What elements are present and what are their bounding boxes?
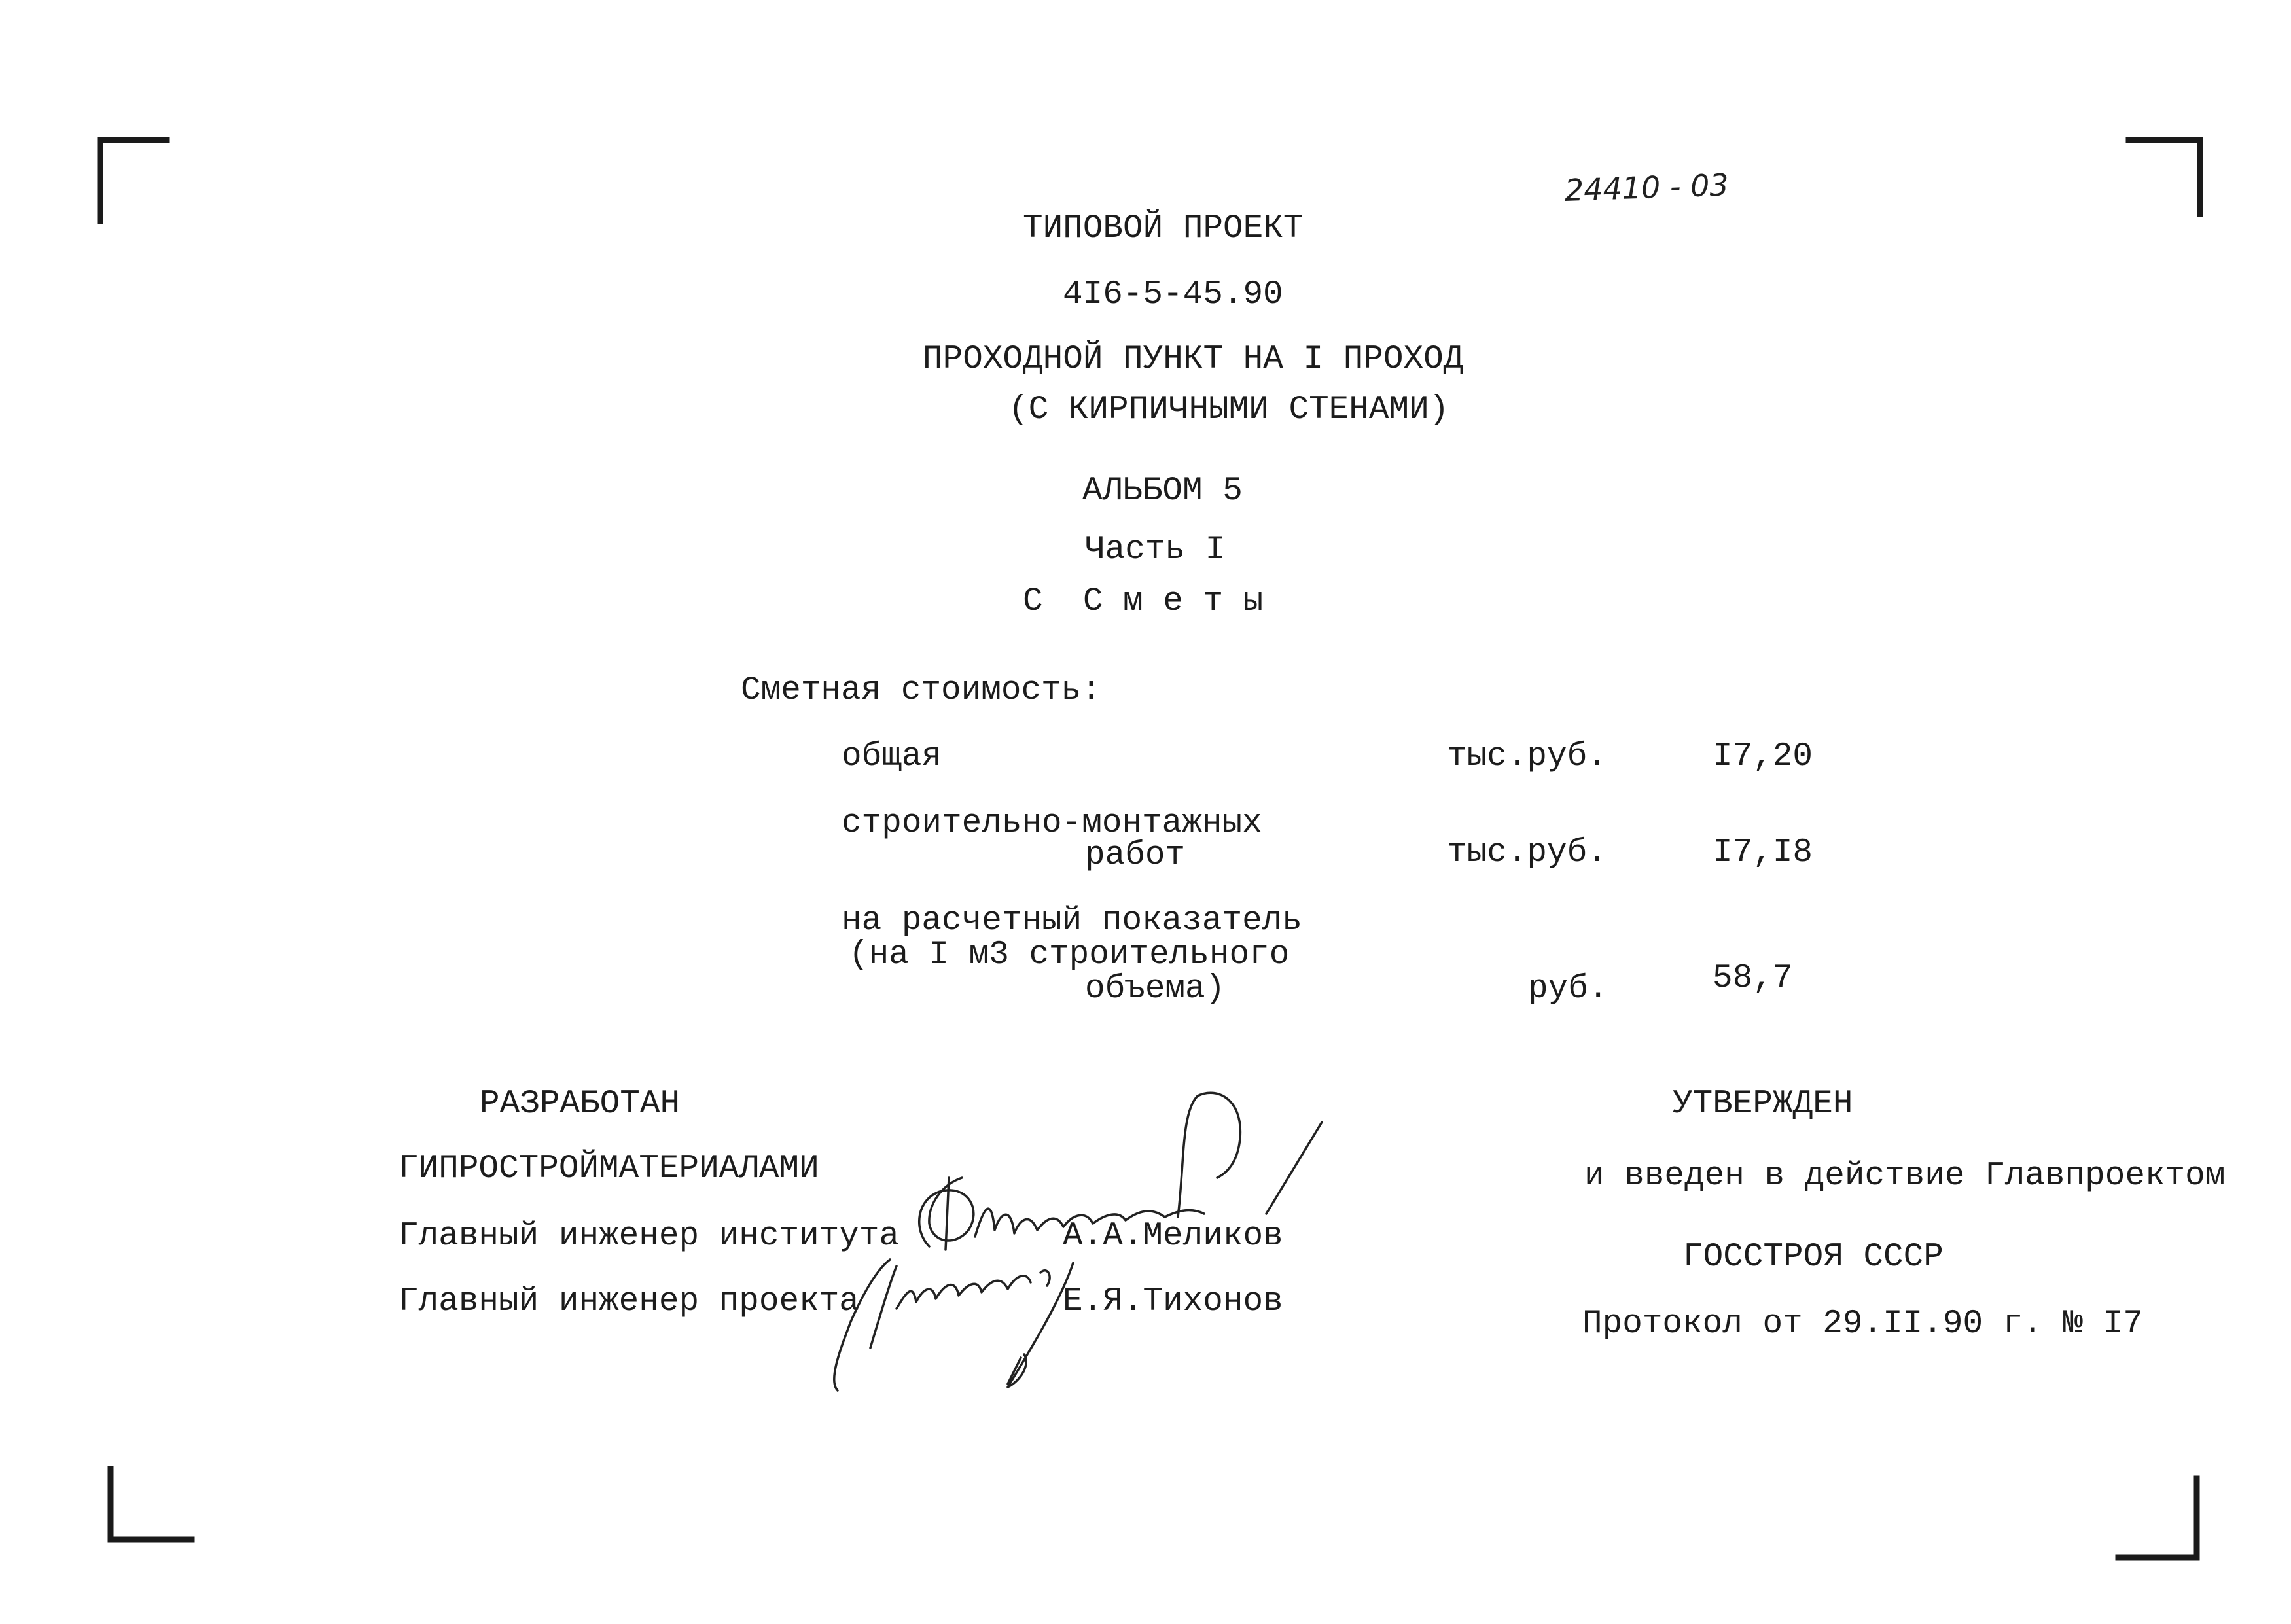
cost-row-indicator-value: 58,7	[1713, 960, 1793, 997]
approved-line-2: ГОССТРОЯ СССР	[1683, 1239, 1944, 1276]
signer-role-project: Главный инженер проекта	[399, 1283, 859, 1320]
cost-row-indicator-label: на расчетный показатель	[842, 902, 1302, 940]
developer-organization: ГИПРОСТРОЙМАТЕРИАЛАМИ	[399, 1150, 819, 1188]
title-heading: ТИПОВОЙ ПРОЕКТ	[1023, 210, 1304, 247]
album-label: АЛЬБОМ 5	[1082, 472, 1243, 510]
cost-row-indicator-unit: руб.	[1528, 970, 1608, 1008]
project-name-line-2: (С КИРПИЧНЫМИ СТЕНАМИ)	[1008, 391, 1449, 429]
part-label: Часть I	[1085, 531, 1226, 569]
cost-row-total-label: общая	[842, 738, 942, 775]
cost-row-total-value: I7,20	[1713, 738, 1813, 775]
approved-label: УТВЕРЖДЕН	[1673, 1086, 1853, 1123]
approved-protocol: Протокол от 29.II.90 г. № I7	[1582, 1305, 2143, 1343]
corner-mark-bottom-right	[2118, 1479, 2197, 1557]
project-code: 4I6-5-45.90	[1063, 276, 1283, 313]
approved-line-1: и введен в действие Главпроектом	[1584, 1157, 2226, 1195]
corner-mark-top-right	[2129, 140, 2200, 214]
corner-mark-bottom-left	[111, 1469, 192, 1540]
signature-project-engineer	[834, 1260, 1073, 1390]
section-label: С С м е т ы	[1023, 583, 1264, 620]
cost-heading: Сметная стоимость:	[741, 672, 1101, 709]
document-number: 24410 - 03	[1564, 167, 1730, 208]
signer-name-institute: А.А.Меликов	[1063, 1218, 1283, 1255]
cost-row-total-unit: тыс.руб.	[1447, 738, 1607, 775]
cost-row-indicator-label-3: объема)	[1085, 970, 1226, 1008]
project-name-line-1: ПРОХОДНОЙ ПУНКТ НА I ПРОХОД	[923, 341, 1464, 378]
cost-row-construction-unit: тыс.руб.	[1447, 834, 1607, 872]
corner-mark-top-left	[100, 140, 167, 221]
developed-label: РАЗРАБОТАН	[480, 1086, 681, 1123]
cost-row-indicator-label-2: (на I м3 строительного	[849, 936, 1290, 974]
signer-name-project: Е.Я.Тихонов	[1063, 1283, 1283, 1320]
cost-row-construction-label: строительно-монтажных	[842, 805, 1262, 842]
cost-row-construction-label-2: работ	[1085, 837, 1186, 874]
cost-row-construction-value: I7,I8	[1713, 834, 1813, 872]
signer-role-institute: Главный инженер института	[399, 1218, 900, 1255]
